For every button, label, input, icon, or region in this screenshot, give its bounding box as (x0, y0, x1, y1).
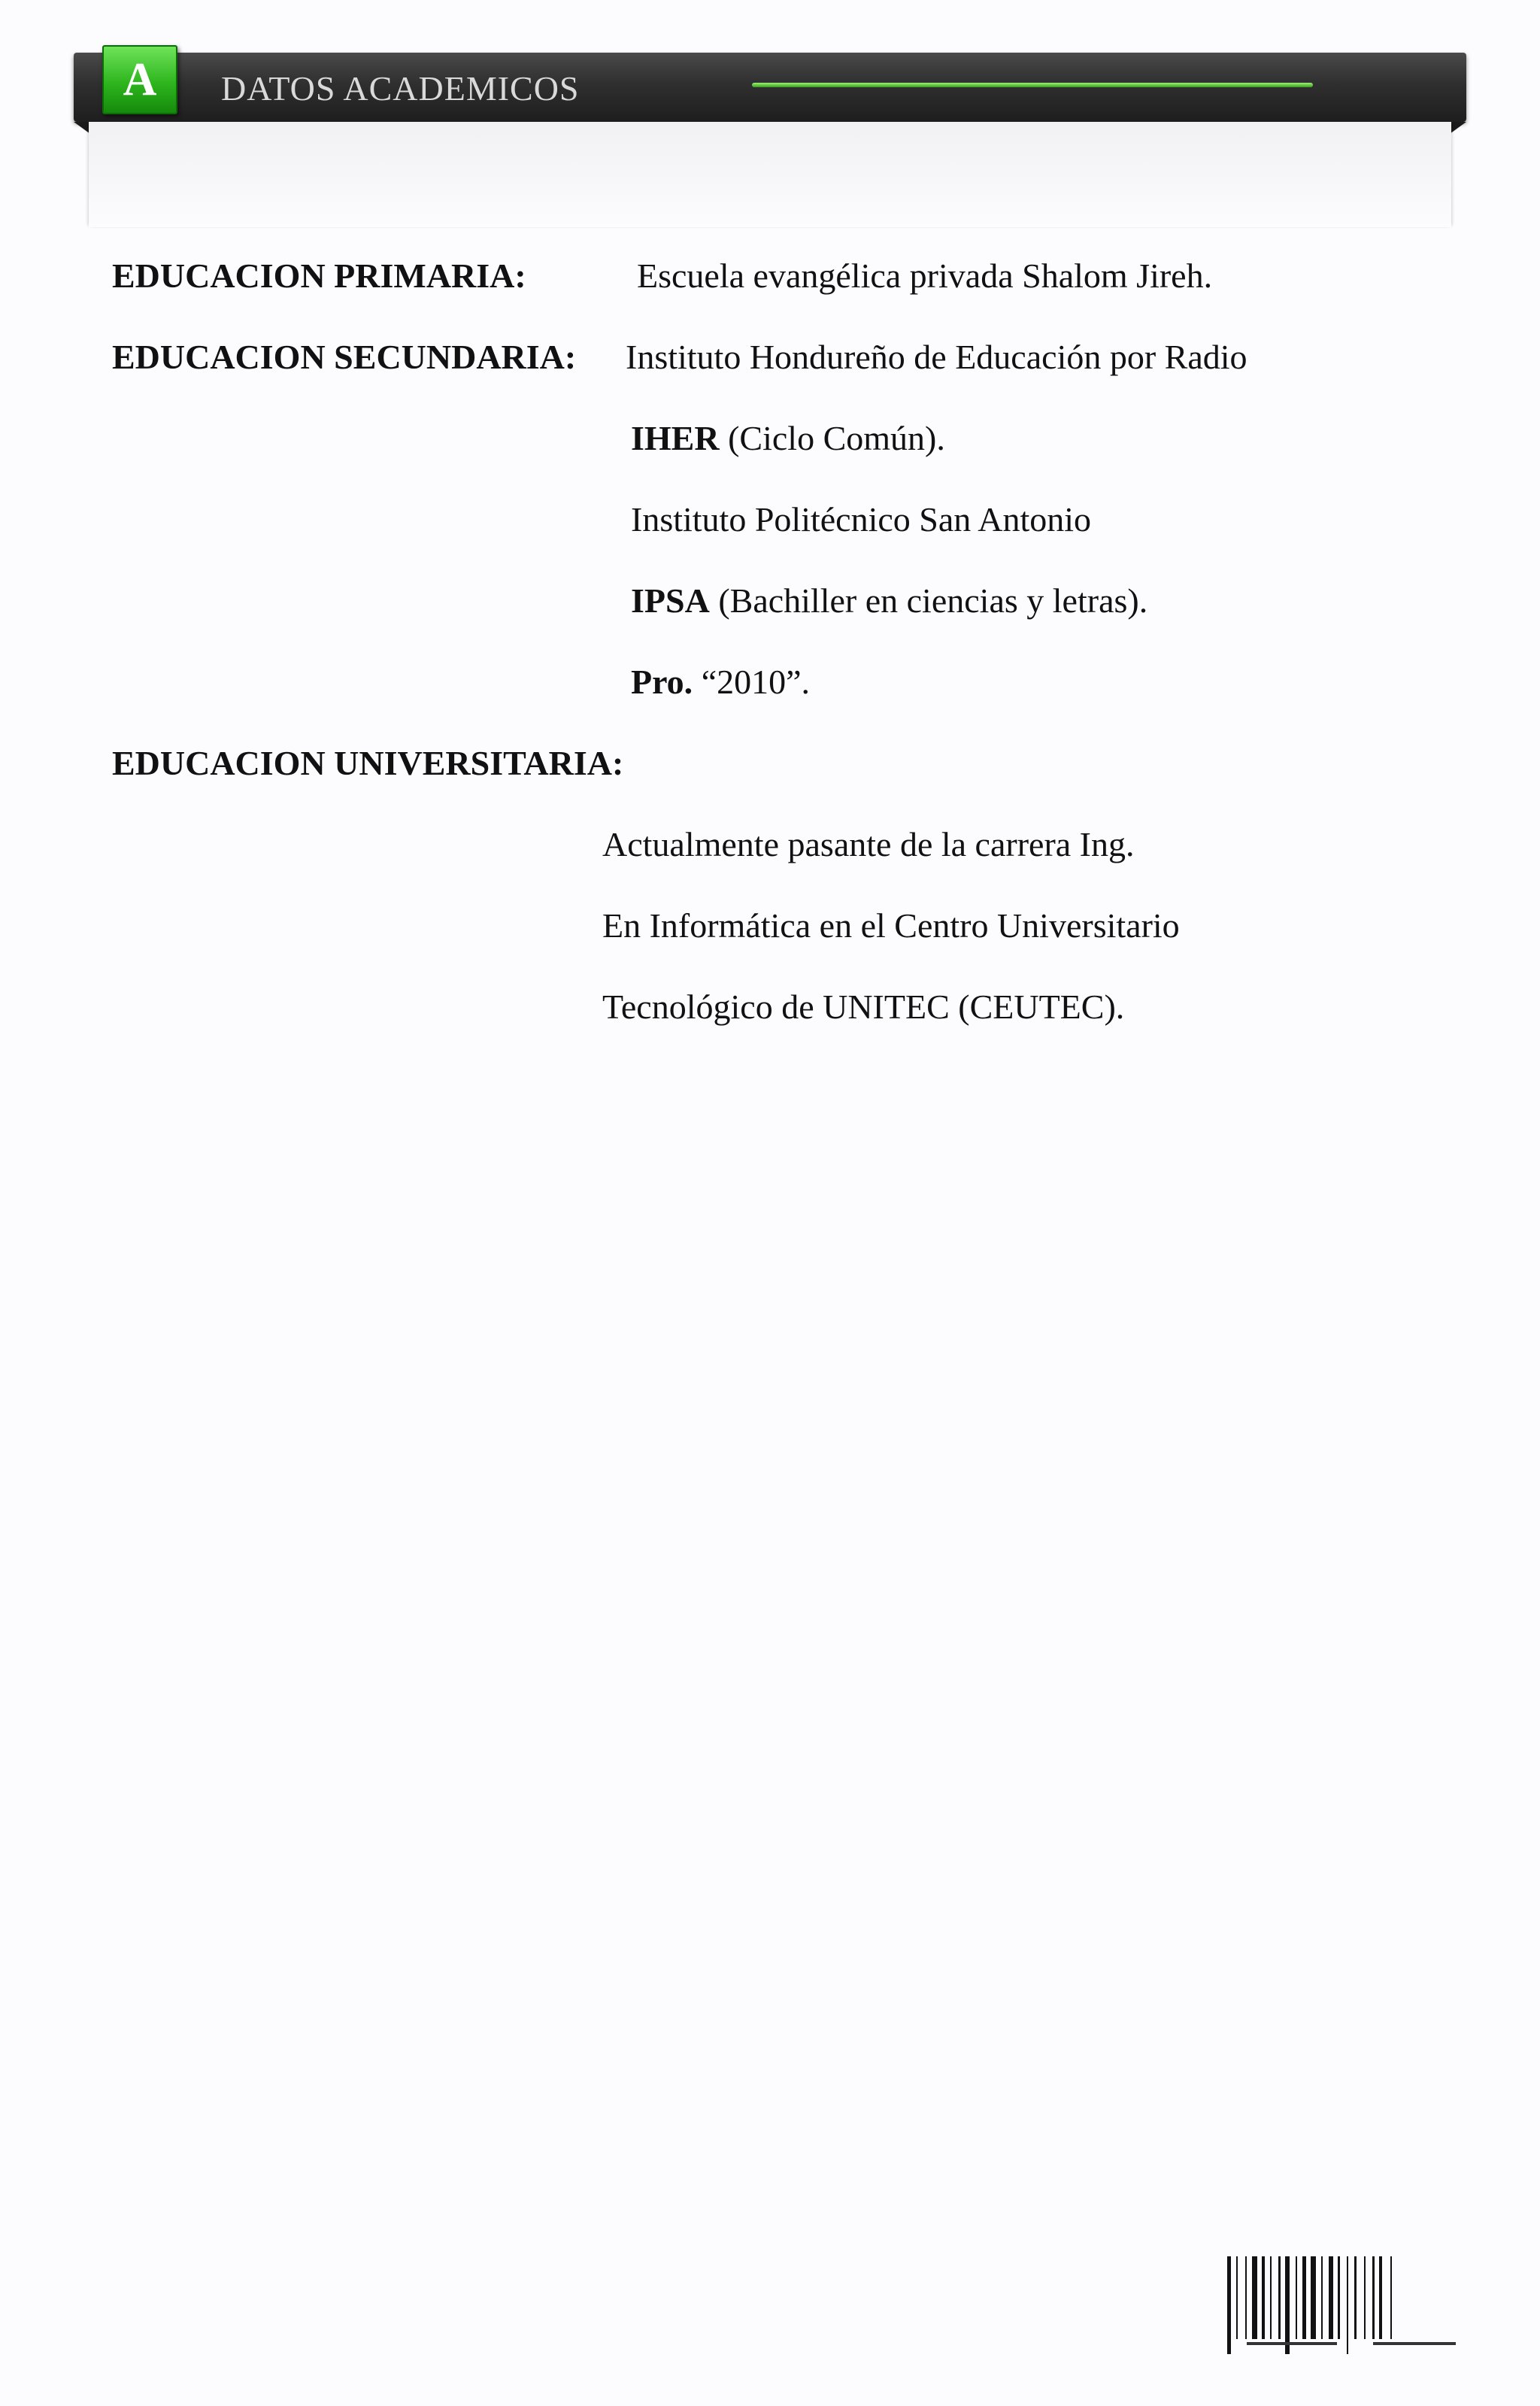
secundaria-line-5 (631, 661, 810, 703)
secundaria-line-5-bold: Pro. (631, 663, 693, 701)
header-fold-right (1450, 122, 1466, 134)
badge-letter: A (123, 54, 157, 105)
secundaria-line-2 (631, 417, 945, 460)
secundaria-line-5-rest: “2010”. (693, 663, 811, 701)
secundaria-line-2-rest: (Ciclo Común). (719, 419, 945, 457)
secundaria-line-4 (631, 580, 1147, 622)
universitaria-line-3: Tecnológico de UNITEC (CEUTEC). (602, 988, 1125, 1026)
secundaria-label: EDUCACION SECUNDARIA: (112, 338, 577, 376)
secundaria-line-4-bold: IPSA (631, 581, 710, 620)
primaria-label: EDUCACION PRIMARIA: (112, 256, 526, 295)
universitaria-line-1: Actualmente pasante de la carrera Ing. (602, 825, 1135, 863)
secundaria-line-3: Instituto Politécnico San Antonio (631, 500, 1092, 539)
header-fold-left (74, 122, 90, 134)
secundaria-line-4-rest: (Bachiller en ciencias y letras). (709, 581, 1148, 620)
accent-rule (752, 83, 1313, 87)
section-title: DATOS ACADEMICOS (221, 69, 580, 108)
barcode-icon (1224, 2253, 1483, 2356)
page-sheet-shadow (89, 122, 1451, 227)
secundaria-line-2-bold: IHER (631, 419, 720, 457)
universitaria-label: EDUCACION UNIVERSITARIA: (112, 744, 624, 782)
section-badge (102, 45, 177, 114)
universitaria-line-2: En Informática en el Centro Universitario (602, 906, 1180, 945)
secundaria-line-1: Instituto Hondureño de Educación por Radio (626, 338, 1247, 376)
primaria-value: Escuela evangélica privada Shalom Jireh. (637, 256, 1213, 295)
